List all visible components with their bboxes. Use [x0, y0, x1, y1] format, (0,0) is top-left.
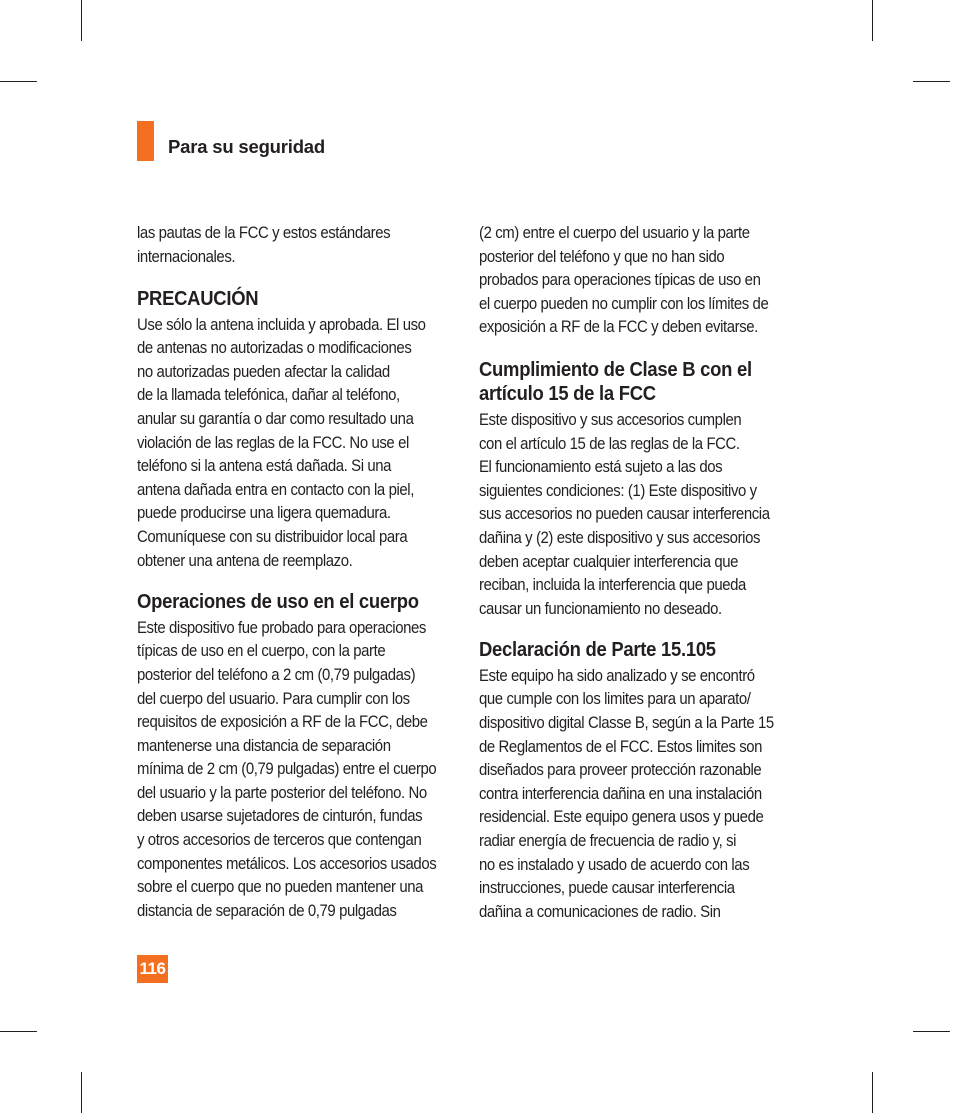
crop-mark [913, 1031, 950, 1032]
precaucion-paragraph: Use sólo la antena incluida y aprobada. El uso de antenas no autorizadas o modificaciones no autorizadas pueden afectar la calidad de la llamada telefónica, dañar al teléfono, anular su garantía o dar como resultado una violación de las reglas de la FCC. No use el teléfono si la antena está dañada. Si una antena dañada entra en contacto con la piel, puede producirse una ligera quemadura. Comuníquese con su distribuidor local para obtener una antena de reemplazo. [137, 314, 426, 570]
operaciones-paragraph: Este dispositivo fue probado para operaciones típicas de uso en el cuerpo, con la parte posterior del teléfono a 2 cm (0,79 pulgadas) del cuerpo del usuario. Para cumplir con los requisitos de exposición a RF de la FCC, debe mantenerse una distancia de separación mínima de 2 cm (0,79 pulgadas) entre el cuerpo del usuario y la parte posterior del teléfono. No deben usarse sujetadores de cinturón, fundas y otros accesorios de terceros que contengan componentes metálicos. Los accesorios usados sobre el cuerpo que no pueden mantener una distancia de separación de 0,79 pulgadas [137, 617, 437, 920]
intro-paragraph: las pautas de la FCC y estos estándares internacionales. [137, 223, 391, 266]
cumplimiento-heading: Cumplimiento de Clase B con el artículo 15 de la FCC [479, 357, 752, 406]
crop-mark [0, 1031, 37, 1032]
continuation-paragraph: (2 cm) entre el cuerpo del usuario y la parte posterior del teléfono y que no han sido probados para operaciones típicas de uso en el cuerpo pueden no cumplir con los límites de exposición a RF de la FCC y deben evitarse. [479, 223, 769, 337]
crop-mark [0, 81, 37, 82]
crop-mark [872, 1072, 873, 1113]
header-accent-bar [137, 121, 154, 161]
declaracion-paragraph: Este equipo ha sido analizado y se encontró que cumple con los limites para un aparato/ dispositivo digital Classe B, según a la Parte 15 de Reglamentos de el FCC. Estos limites son diseñados para proveer protección razonable contra interferencia dañina en una instalación residencial. Este equipo genera usos y puede radiar energía de frecuencia de radio y, si no es instalado y usado de acuerdo con las instrucciones, puede causar interferencia dañina a comunicaciones de radio. Sin [479, 665, 774, 921]
right-column [479, 221, 799, 923]
crop-mark [81, 0, 82, 41]
cumplimiento-paragraph: Este dispositivo y sus accesorios cumplen con el artículo 15 de las reglas de la FCC. El funcionamiento está sujeto a las dos siguientes condiciones: (1) Este dispositivo y sus accesorios no pueden causar interferencia dañina y (2) este dispositivo y sus accesorios deben aceptar cualquier interferencia que reciban, incluida la interferencia que pueda causar un funcionamiento no deseado. [479, 409, 770, 618]
crop-mark [913, 81, 950, 82]
crop-mark [81, 1072, 82, 1113]
declaracion-heading: Declaración de Parte 15.105 [479, 638, 716, 662]
section-header-title: Para su seguridad [168, 136, 325, 157]
operaciones-heading: Operaciones de uso en el cuerpo [137, 590, 419, 614]
left-column [137, 221, 457, 922]
page-number-badge: 116 [137, 955, 168, 983]
precaucion-heading: PRECAUCIÓN [137, 287, 259, 311]
crop-mark [872, 0, 873, 41]
